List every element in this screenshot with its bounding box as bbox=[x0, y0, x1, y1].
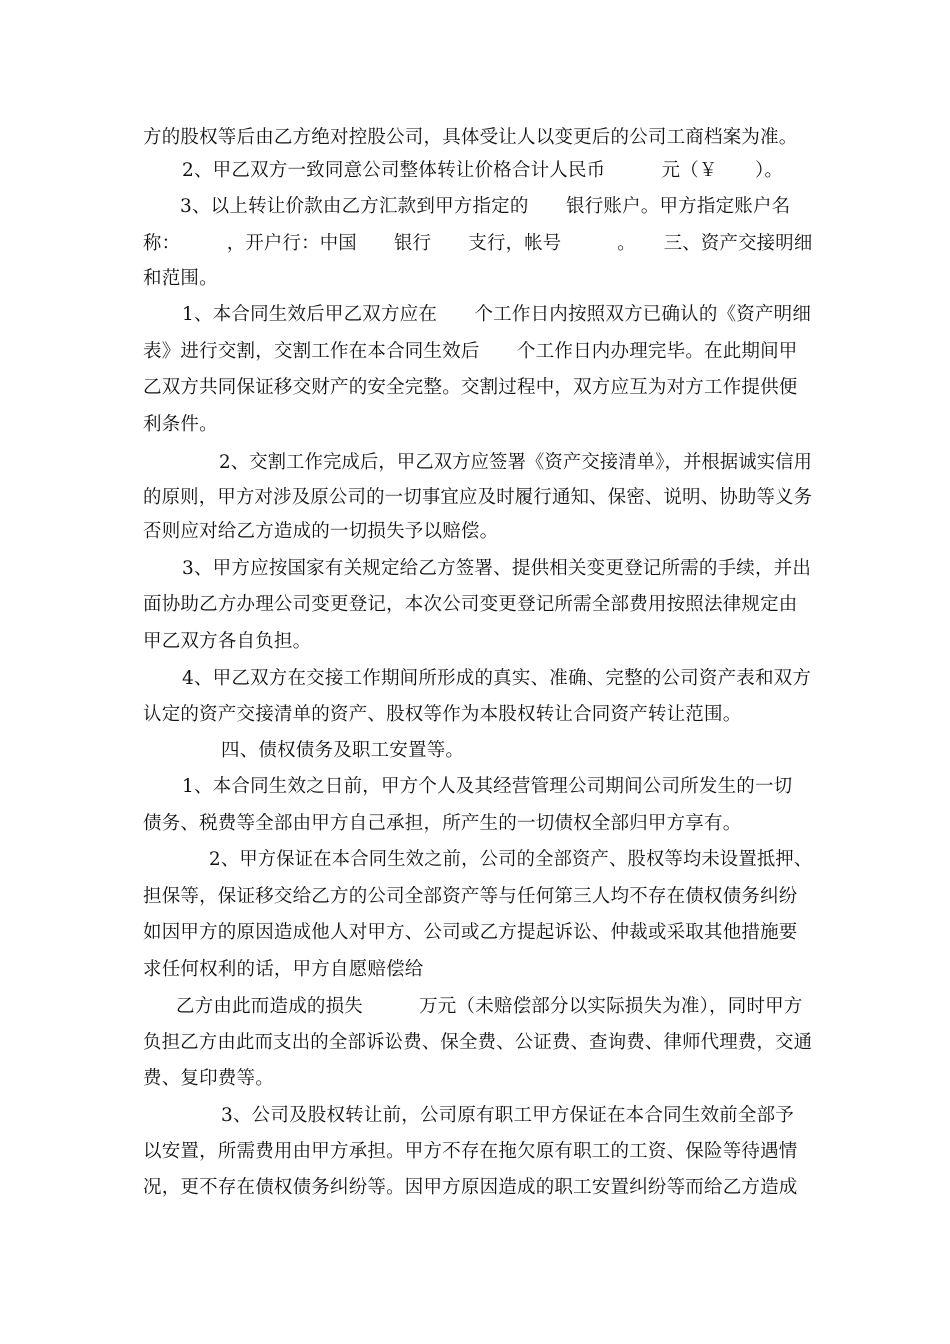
text-line: 求任何权利的话，甲方自愿赔偿给 bbox=[143, 959, 424, 980]
text-line: 4、甲乙双方在交接工作期间所形成的真实、准确、完整的公司资产表和双方 bbox=[182, 668, 812, 689]
text-line: 费、复印费等。 bbox=[143, 1068, 274, 1089]
text-line: 1、本合同生效后甲乙双方应在 个工作日内按照双方已确认的《资产明细 bbox=[182, 304, 812, 325]
text-line: 3、甲方应按国家有关规定给乙方签署、提供相关变更登记所需的手续，并出 bbox=[182, 558, 812, 579]
section-heading: 四、债权债务及职工安置等。 bbox=[221, 740, 465, 761]
text-line: 以安置，所需费用由甲方承担。甲方不存在拖欠原有职工的工资、保险等待遇情 bbox=[143, 1141, 798, 1162]
text-line: 乙双方共同保证移交财产的安全完整。交割过程中，双方应互为对方工作提供便 bbox=[143, 377, 798, 398]
text-line: 方的股权等后由乙方绝对控股公司，具体受让人以变更后的公司工商档案为准。 bbox=[143, 127, 798, 148]
text-line: 甲乙双方各自负担。 bbox=[143, 631, 312, 652]
text-line: 2、交割工作完成后，甲乙双方应签署《资产交接清单》，并根据诚实信用 bbox=[219, 452, 813, 473]
text-line: 担保等，保证移交给乙方的公司全部资产等与任何第三人均不存在债权债务纠纷 bbox=[143, 886, 798, 907]
text-line: 2、甲乙双方一致同意公司整体转让价格合计人民币 元（￥ ）。 bbox=[182, 160, 784, 181]
text-line: 如因甲方的原因造成他人对甲方、公司或乙方提起诉讼、仲裁或采取其他措施要 bbox=[143, 922, 798, 943]
text-line: 表》进行交割，交割工作在本合同生效后 个工作日内办理完毕。在此期间甲 bbox=[143, 341, 798, 362]
text-line: 认定的资产交接清单的资产、股权等作为本股权转让合同资产转让范围。 bbox=[143, 704, 742, 725]
text-line: 利条件。 bbox=[143, 414, 218, 435]
text-line: 乙方由此而造成的损失 万元（未赔偿部分以实际损失为准），同时甲方 bbox=[176, 996, 803, 1017]
text-line: 3、公司及股权转让前，公司原有职工甲方保证在本合同生效前全部予 bbox=[221, 1105, 794, 1126]
text-line: 3、以上转让价款由乙方汇款到甲方指定的 银行账户。甲方指定账户名 bbox=[180, 196, 791, 217]
text-line: 2、甲方保证在本合同生效之前，公司的全部资产、股权等均未设置抵押、 bbox=[209, 849, 813, 870]
text-line: 1、本合同生效之日前，甲方个人及其经营管理公司期间公司所发生的一切 bbox=[182, 776, 793, 797]
text-line: 况，更不存在债权债务纠纷等。因甲方原因造成的职工安置纠纷等而给乙方造成 bbox=[143, 1177, 798, 1198]
text-line: 负担乙方由此而支出的全部诉讼费、保全费、公证费、查询费、律师代理费，交通 bbox=[143, 1032, 813, 1053]
text-line: 称： ，开户行：中国 银行 支行，帐号 。 三、资产交接明细 bbox=[143, 233, 813, 254]
text-line: 面协助乙方办理公司变更登记，本次公司变更登记所需全部费用按照法律规定由 bbox=[143, 594, 798, 615]
text-line: 的原则，甲方对涉及原公司的一切事宜应及时履行通知、保密、说明、协助等义务 bbox=[143, 487, 813, 508]
text-line: 否则应对给乙方造成的一切损失予以赔偿。 bbox=[143, 521, 499, 542]
text-line: 和范围。 bbox=[143, 268, 218, 289]
text-line: 债务、税费等全部由甲方自己承担，所产生的一切债权全部归甲方享有。 bbox=[143, 813, 742, 834]
